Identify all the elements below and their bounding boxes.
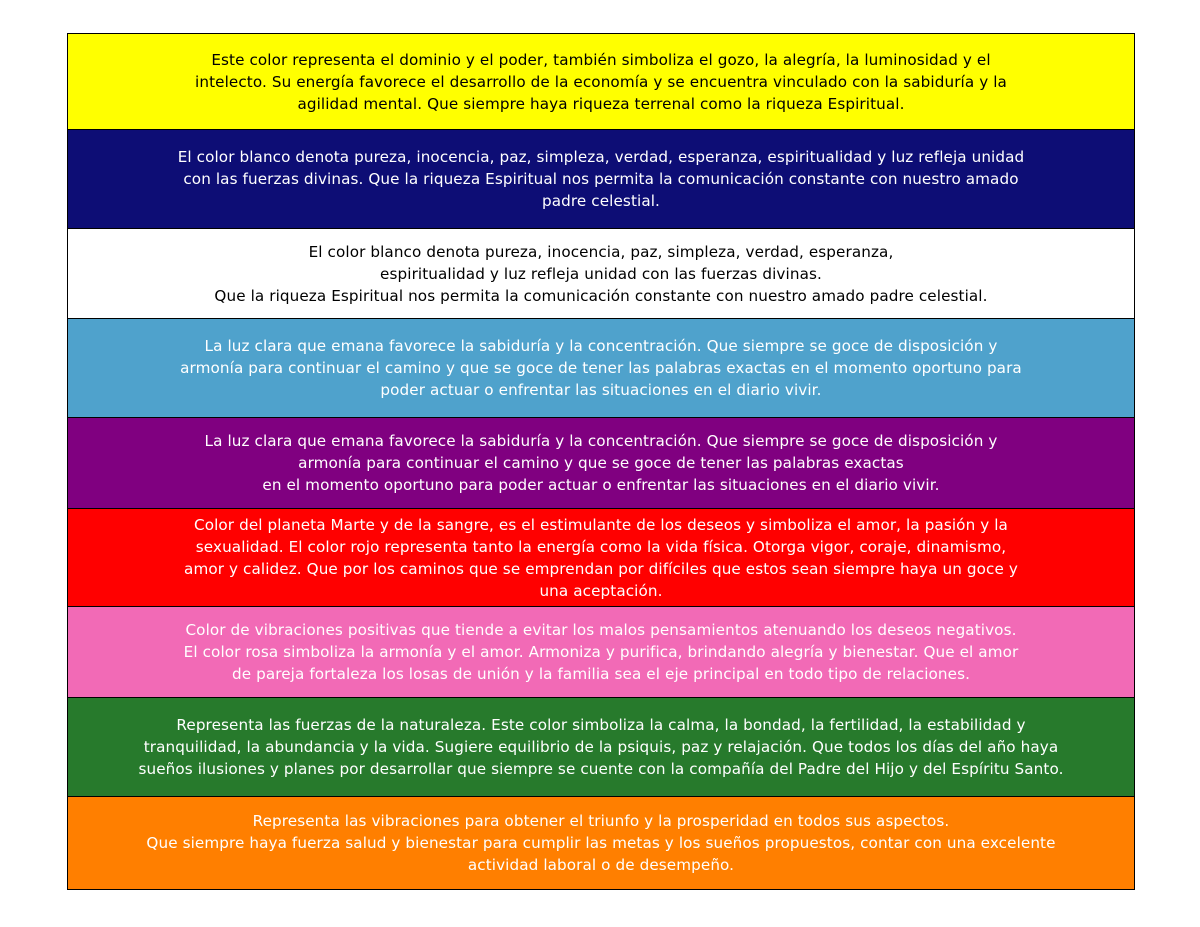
light-blue-band-text: La luz clara que emana favorece la sabiduría y la concentración. Que siempre se goce de disposición y armonía para continuar el camino y que se goce de tener las palabras exactas en el momento oportuno para poder actuar o enfrentar las situaciones en el diario vivir. — [180, 337, 1022, 399]
green-band-text: Representa las fuerzas de la naturaleza. Este color simboliza la calma, la bondad, la fertilidad, la estabilidad y tranquilidad, la abundancia y la vida. Sugiere equilibrio de la psiquis, paz y relajación. Que todos los días del año haya sueños ilusiones y planes por desarrollar que siempre se cuente con la compañía del Padre del Hijo y del Espíritu Santo. — [138, 716, 1064, 778]
pink-band-text: Color de vibraciones positivas que tiende a evitar los malos pensamientos atenuando los deseos negativos. El color rosa simboliza la armonía y el amor. Armoniza y purifica, brindando alegría y bienestar. Que el amor de pareja fortaleza los losas de unión y la familia sea el eje principal en todo tipo de relaciones. — [183, 621, 1019, 683]
orange-band — [68, 797, 1134, 889]
navy-band-text: El color blanco denota pureza, inocencia, paz, simpleza, verdad, esperanza, espiritualidad y luz refleja unidad con las fuerzas divinas. Que la riqueza Espiritual nos permita la comunicación constante con nuestro amado padre celestial. — [177, 148, 1025, 210]
yellow-band-text: Este color representa el dominio y el poder, también simboliza el gozo, la alegría, la luminosidad y el intelecto. Su energía favorece el desarrollo de la economía y se encuentra vinculado con la sabiduría y la agilidad mental. Que siempre haya riqueza terrenal como la riqueza Espiritual. — [195, 50, 1007, 113]
yellow-band — [68, 34, 1134, 130]
color-meanings-table — [67, 33, 1135, 890]
red-band-text: Color del planeta Marte y de la sangre, es el estimulante de los deseos y simboliza el amor, la pasión y la sexualidad. El color rojo representa tanto la energía como la vida física. Otorga vigor, coraje, dinamismo, amor y calidez. Que por los caminos que se emprendan por difíciles que estos sean siempre haya un goce y una aceptación. — [184, 515, 1018, 600]
navy-band — [68, 130, 1134, 229]
purple-band-text: La luz clara que emana favorece la sabiduría y la concentración. Que siempre se goce de disposición y armonía para continuar el camino y que se goce de tener las palabras exactas en el momento oportuno para poder actuar o enfrentar las situaciones en el diario vivir. — [204, 432, 998, 494]
red-band — [68, 509, 1134, 607]
pink-band — [68, 607, 1134, 698]
green-band — [68, 698, 1134, 797]
white-band-text: El color blanco denota pureza, inocencia, paz, simpleza, verdad, esperanza, espiritualidad y luz refleja unidad con las fuerzas divinas. Que la riqueza Espiritual nos permita la comunicación constante con nuestro amado padre celestial. — [214, 242, 988, 305]
purple-band — [68, 418, 1134, 509]
light-blue-band — [68, 319, 1134, 418]
orange-band-text: Representa las vibraciones para obtener el triunfo y la prosperidad en todos sus aspectos. Que siempre haya fuerza salud y bienestar para cumplir las metas y los sueños propuestos, contar con una excelente actividad laboral o de desempeño. — [146, 812, 1056, 874]
white-band — [68, 229, 1134, 319]
